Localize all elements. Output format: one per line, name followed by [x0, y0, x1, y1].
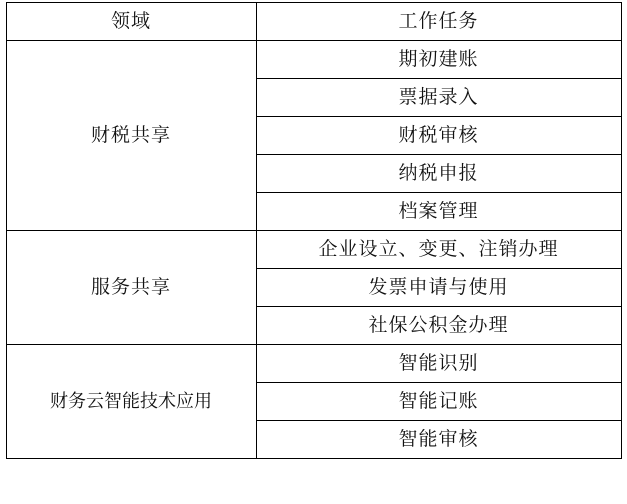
group-label-financial-tax-sharing: 财税共享 — [6, 41, 256, 231]
table-row — [6, 231, 621, 269]
table-row — [6, 41, 621, 79]
table-row — [6, 345, 621, 383]
group-label-finance-cloud-ai: 财务云智能技术应用 — [6, 345, 256, 459]
task-cell: 期初建账 — [256, 41, 621, 79]
task-cell: 企业设立、变更、注销办理 — [256, 231, 621, 269]
task-cell: 社保公积金办理 — [256, 307, 621, 345]
column-header-domain: 领域 — [6, 3, 256, 41]
task-cell: 智能记账 — [256, 383, 621, 421]
task-cell: 智能识别 — [256, 345, 621, 383]
task-cell: 档案管理 — [256, 193, 621, 231]
table-header-row — [6, 3, 621, 41]
task-cell: 票据录入 — [256, 79, 621, 117]
column-header-task: 工作任务 — [256, 3, 621, 41]
task-cell: 智能审核 — [256, 421, 621, 459]
task-cell: 纳税申报 — [256, 155, 621, 193]
task-cell: 财税审核 — [256, 117, 621, 155]
group-label-service-sharing: 服务共享 — [6, 231, 256, 345]
task-cell: 发票申请与使用 — [256, 269, 621, 307]
domain-task-table — [6, 2, 622, 459]
